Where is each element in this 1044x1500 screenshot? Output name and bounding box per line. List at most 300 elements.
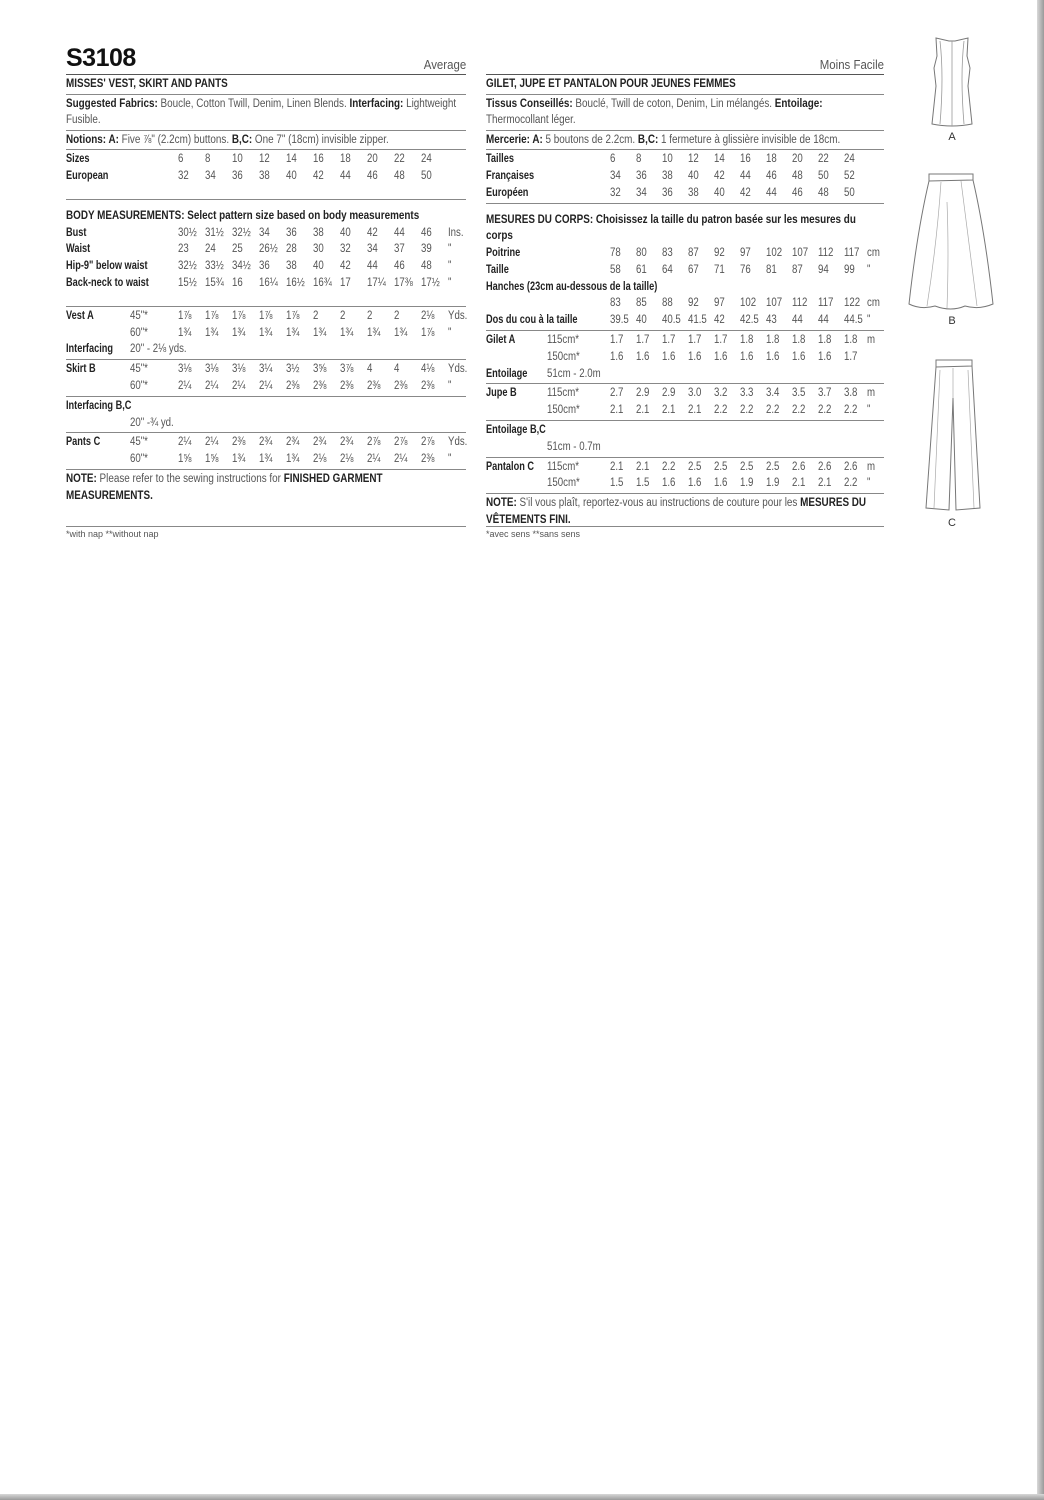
unit-label: Yds. xyxy=(448,363,468,376)
unit-label: " xyxy=(867,477,871,490)
cell-value: 1.6 xyxy=(688,350,702,363)
cell-value: 16¾ xyxy=(313,276,332,289)
cell-value: 1.6 xyxy=(688,477,702,490)
table-row xyxy=(486,332,884,349)
cell-value: 41.5 xyxy=(688,314,707,327)
cell-value: 85 xyxy=(636,297,647,310)
cell-value: 32 xyxy=(178,170,189,183)
cell-value: 1¾ xyxy=(313,326,327,339)
suggested-fabrics xyxy=(486,96,883,129)
cell-value: 2⅛ xyxy=(313,453,327,466)
cell-value: 2.1 xyxy=(818,477,832,490)
table-row xyxy=(486,349,884,366)
cell-value: 32 xyxy=(340,243,351,256)
text: One 7" (18cm) invisible zipper. xyxy=(254,133,389,146)
cell-value: 22 xyxy=(394,153,405,166)
cell-value: 2.1 xyxy=(662,404,676,417)
bold-text: B,C: xyxy=(637,133,662,146)
cell-value: 32½ xyxy=(232,226,251,239)
cell-value: 107 xyxy=(792,246,809,259)
row-label: Gilet A xyxy=(486,333,516,346)
table-row xyxy=(66,415,466,432)
cell-value: 2¼ xyxy=(205,379,219,392)
unit-label: cm xyxy=(867,246,880,259)
cell-value: 1.9 xyxy=(740,477,754,490)
cell-value: 1.9 xyxy=(766,477,780,490)
cell-value: 2¼ xyxy=(178,436,192,449)
cell-value: 92 xyxy=(714,246,725,259)
unit-label: cm xyxy=(867,297,880,310)
table-row xyxy=(66,361,466,378)
cell-value: 78 xyxy=(610,246,621,259)
notions xyxy=(66,132,465,149)
cell-value: 36 xyxy=(232,170,243,183)
cell-value: 1.8 xyxy=(844,333,858,346)
cell-value: 3⅛ xyxy=(205,363,219,376)
cell-value: 44 xyxy=(340,170,351,183)
cell-value: 16¼ xyxy=(259,276,278,289)
cell-value: 42 xyxy=(367,226,378,239)
cell-value: 71 xyxy=(714,263,725,276)
cell-value: 31½ xyxy=(205,226,224,239)
cell-value: 1¾ xyxy=(205,326,219,339)
page-edge-shadow xyxy=(1037,0,1044,1500)
cell-value: 50 xyxy=(421,170,432,183)
cell-value: 4⅛ xyxy=(421,363,435,376)
cell-value: 2¼ xyxy=(205,436,219,449)
table-row xyxy=(486,475,884,492)
cell-value: 2.5 xyxy=(714,460,728,473)
cell-value: 30½ xyxy=(178,226,197,239)
cell-value: 2.9 xyxy=(636,387,650,400)
cell-value: 4 xyxy=(394,363,400,376)
cell-value: 37 xyxy=(394,243,405,256)
cell-value: 38 xyxy=(286,260,297,273)
cell-value: 1.7 xyxy=(662,333,676,346)
cell-value: 2.7 xyxy=(610,387,624,400)
cell-value: 48 xyxy=(818,186,829,199)
cell-value: 17 xyxy=(340,276,351,289)
cell-value: 44 xyxy=(394,226,405,239)
section-heading: BODY MEASUREMENTS: Select pattern size based on body measurements xyxy=(66,209,420,222)
cell-value: 1.6 xyxy=(792,350,806,363)
pants-drawing-icon xyxy=(922,358,982,514)
cell-value: 46 xyxy=(421,226,432,239)
cell-value: 2⅞ xyxy=(367,436,381,449)
table-row xyxy=(486,151,884,168)
cell-value: 2⅛ xyxy=(340,453,354,466)
cell-value: 33½ xyxy=(205,260,224,273)
table-row xyxy=(66,225,466,242)
row-sublabel: 45"* xyxy=(130,309,148,322)
cell-value: 97 xyxy=(740,246,751,259)
cell-value: 112 xyxy=(818,246,834,259)
bold-text: Interfacing: xyxy=(349,97,407,110)
cell-value: 8 xyxy=(636,153,642,166)
cell-value: 40.5 xyxy=(662,314,681,327)
cell-value: 1.6 xyxy=(610,350,624,363)
pattern-title: GILET, JUPE ET PANTALON POUR JEUNES FEMMES xyxy=(486,78,736,90)
cell-value: 2.2 xyxy=(662,460,676,473)
text: Please refer to the sewing instructions for xyxy=(99,472,284,485)
row-label: European xyxy=(66,170,109,183)
row-label: Entoilage B,C xyxy=(486,423,546,436)
cell-value: 2¼ xyxy=(259,379,273,392)
cell-value: 2.2 xyxy=(818,404,832,417)
cell-value: 3.4 xyxy=(766,387,780,400)
cell-value: 2⅞ xyxy=(394,436,408,449)
cell-value: 28 xyxy=(286,243,297,256)
cell-value: 1¾ xyxy=(286,326,300,339)
cell-value: 2.2 xyxy=(844,477,858,490)
table-row xyxy=(66,325,466,342)
cell-value: 1¾ xyxy=(394,326,408,339)
cell-value: 34 xyxy=(205,170,216,183)
cell-value: 112 xyxy=(792,297,808,310)
row-sublabel: 150cm* xyxy=(547,477,580,490)
cell-value: 1.8 xyxy=(818,333,832,346)
cell-value: 44 xyxy=(740,170,751,183)
cell-value: 34 xyxy=(636,186,647,199)
table-row xyxy=(486,245,884,262)
cell-value: 1⅞ xyxy=(205,309,219,322)
footnote: *avec sens **sans sens xyxy=(486,526,884,539)
cell-value: 14 xyxy=(714,153,725,166)
cell-value: 1.6 xyxy=(818,350,832,363)
cell-value: 3⅛ xyxy=(232,363,246,376)
cell-value: 1.7 xyxy=(714,333,728,346)
cell-value: 2¾ xyxy=(340,436,354,449)
cell-value: 46 xyxy=(367,170,378,183)
unit-label: " xyxy=(867,263,871,276)
cell-value: 1.6 xyxy=(714,477,728,490)
cell-value: 3½ xyxy=(286,363,300,376)
cell-value: 2¼ xyxy=(178,379,192,392)
table-row xyxy=(486,185,884,202)
cell-value: 42 xyxy=(313,170,324,183)
cell-value: 50 xyxy=(844,186,855,199)
cell-value: 61 xyxy=(636,263,647,276)
cell-value: 18 xyxy=(766,153,777,166)
row-label: Françaises xyxy=(486,170,535,183)
measurement-tables xyxy=(66,150,466,470)
cell-value: 2.2 xyxy=(766,404,780,417)
row-sublabel: 150cm* xyxy=(547,350,580,363)
cell-value: 26½ xyxy=(259,243,278,256)
unit-label: m xyxy=(867,460,876,473)
cell-value: 1¾ xyxy=(232,326,246,339)
cell-value: 1.6 xyxy=(636,350,650,363)
cell-value: 2.2 xyxy=(740,404,754,417)
cell-value: 1.7 xyxy=(610,333,624,346)
cell-value: 22 xyxy=(818,153,829,166)
cell-value: 2¾ xyxy=(259,436,273,449)
row-label: Waist xyxy=(66,243,91,256)
cell-value: 16 xyxy=(740,153,751,166)
cell-value: 39.5 xyxy=(610,314,629,327)
view-label: B xyxy=(948,315,956,327)
row-sublabel: 51cm - 2.0m xyxy=(547,367,601,380)
cell-value: 2⅜ xyxy=(367,379,381,392)
row-sublabel: 60"* xyxy=(130,326,148,339)
cell-value: 12 xyxy=(688,153,699,166)
cell-value: 48 xyxy=(792,170,803,183)
cell-value: 3¼ xyxy=(259,363,273,376)
table-row xyxy=(486,459,884,476)
difficulty-level: Average xyxy=(423,57,466,72)
cell-value: 10 xyxy=(662,153,673,166)
cell-value: 102 xyxy=(766,246,783,259)
cell-value: 20 xyxy=(367,153,378,166)
view-label: A xyxy=(948,131,956,143)
cell-value: 16 xyxy=(232,276,243,289)
row-sublabel: 45"* xyxy=(130,436,148,449)
page-edge-shadow xyxy=(0,1494,1044,1500)
text: Bouclé, Twill de coton, Denim, Lin mélangés. xyxy=(575,97,775,110)
cell-value: 39 xyxy=(421,243,432,256)
table-row xyxy=(66,258,466,275)
cell-value: 40 xyxy=(688,170,699,183)
cell-value: 40 xyxy=(714,186,725,199)
text: 5 boutons de 2.2cm. xyxy=(545,133,638,146)
cell-value: 46 xyxy=(792,186,803,199)
cell-value: 2⅜ xyxy=(421,453,435,466)
cell-value: 6 xyxy=(178,153,184,166)
cell-value: 3.0 xyxy=(688,387,702,400)
cell-value: 2⅜ xyxy=(394,379,408,392)
cell-value: 34 xyxy=(367,243,378,256)
cell-value: 17¼ xyxy=(367,276,386,289)
cell-value: 1⅞ xyxy=(178,309,192,322)
cell-value: 2 xyxy=(367,309,373,322)
cell-value: 1⅞ xyxy=(286,309,300,322)
row-sublabel: 60"* xyxy=(130,453,148,466)
cell-value: 2⅜ xyxy=(232,436,246,449)
row-sublabel: 45"* xyxy=(130,363,148,376)
cell-value: 36 xyxy=(259,260,270,273)
pants-table xyxy=(486,458,884,495)
cell-value: 2.1 xyxy=(636,404,650,417)
cell-value: 1.5 xyxy=(636,477,650,490)
cell-value: 117 xyxy=(818,297,834,310)
unit-label: m xyxy=(867,333,876,346)
cell-value: 36 xyxy=(286,226,297,239)
cell-value: 44 xyxy=(766,186,777,199)
cell-value: 2⅛ xyxy=(421,309,435,322)
table-row xyxy=(486,366,884,383)
row-sublabel: 115cm* xyxy=(547,387,580,400)
cell-value: 2.9 xyxy=(662,387,676,400)
row-sublabel: 60"* xyxy=(130,379,148,392)
note xyxy=(486,495,883,528)
cell-value: 1⅝ xyxy=(178,453,192,466)
text: Lightweight Fusible. xyxy=(66,97,457,127)
table-row xyxy=(486,168,884,185)
row-sublabel: 20" -¾ yd. xyxy=(130,416,174,429)
table-row xyxy=(66,241,466,258)
cell-value: 32 xyxy=(610,186,621,199)
row-label: Jupe B xyxy=(486,387,517,400)
view-c-pants-illustration xyxy=(905,358,999,529)
row-sublabel: 150cm* xyxy=(547,404,580,417)
cell-value: 46 xyxy=(766,170,777,183)
skirt-table xyxy=(66,360,466,397)
cell-value: 15½ xyxy=(178,276,197,289)
text: 1 fermeture à glissière invisible de 18cm. xyxy=(661,133,841,146)
difficulty-level: Moins Facile xyxy=(819,57,884,72)
table-row xyxy=(66,151,466,168)
table-row xyxy=(66,341,466,358)
cell-value: 3.8 xyxy=(844,387,858,400)
cell-value: 2.2 xyxy=(792,404,806,417)
table-row xyxy=(66,434,466,451)
cell-value: 38 xyxy=(313,226,324,239)
cell-value: 3.5 xyxy=(792,387,806,400)
skirt-table xyxy=(486,384,884,421)
bold-text: Tissus Conseillés: xyxy=(486,97,576,110)
english-header xyxy=(66,44,466,75)
cell-value: 2⅜ xyxy=(313,379,327,392)
row-sublabel: 51cm - 0.7m xyxy=(547,440,601,453)
text: Thermocollant léger. xyxy=(486,114,576,127)
text: Five ⅞" (2.2cm) buttons. xyxy=(121,133,232,146)
unit-label: " xyxy=(448,326,452,339)
skirt-drawing-icon xyxy=(907,172,997,312)
row-label: Pants C xyxy=(66,436,101,449)
cell-value: 42 xyxy=(714,314,725,327)
text: Boucle, Cotton Twill, Denim, Linen Blends. xyxy=(160,97,350,110)
cell-value: 42 xyxy=(740,186,751,199)
unit-label: Yds. xyxy=(448,436,468,449)
bold-text: Notions: A: xyxy=(66,133,122,146)
view-label: C xyxy=(948,517,956,529)
cell-value: 25 xyxy=(232,243,243,256)
cell-value: 1.8 xyxy=(740,333,754,346)
table-row xyxy=(66,308,466,325)
cell-value: 8 xyxy=(205,153,211,166)
table-row xyxy=(66,398,466,415)
cell-value: 2⅜ xyxy=(421,379,435,392)
table-row xyxy=(486,279,884,296)
cell-value: 2.5 xyxy=(688,460,702,473)
cell-value: 87 xyxy=(792,263,803,276)
cell-value: 44.5 xyxy=(844,314,863,327)
row-label: Tailles xyxy=(486,153,514,166)
view-a-vest-illustration xyxy=(905,36,999,143)
cell-value: 48 xyxy=(421,260,432,273)
row-label: Taille xyxy=(486,263,509,276)
cell-value: 81 xyxy=(766,263,777,276)
cell-value: 38 xyxy=(662,170,673,183)
cell-value: 80 xyxy=(636,246,647,259)
row-label: Bust xyxy=(66,226,87,239)
cell-value: 42 xyxy=(714,170,725,183)
unit-label: " xyxy=(448,453,452,466)
cell-value: 23 xyxy=(178,243,189,256)
unit-label: " xyxy=(448,260,452,273)
cell-value: 40 xyxy=(636,314,647,327)
cell-value: 64 xyxy=(662,263,673,276)
cell-value: 16½ xyxy=(286,276,305,289)
table-row xyxy=(486,422,884,439)
cell-value: 2.6 xyxy=(792,460,806,473)
cell-value: 2 xyxy=(394,309,400,322)
table-row xyxy=(66,168,466,185)
cell-value: 2⅞ xyxy=(421,436,435,449)
row-label: Interfacing B,C xyxy=(66,399,132,412)
row-sublabel: 20" - 2⅛ yds. xyxy=(130,343,187,356)
cell-value: 2.1 xyxy=(688,404,702,417)
cell-value: 1.7 xyxy=(844,350,858,363)
pattern-code: S3108 xyxy=(66,44,136,72)
cell-value: 83 xyxy=(610,297,621,310)
cell-value: 24 xyxy=(421,153,432,166)
cell-value: 3.3 xyxy=(740,387,754,400)
view-b-skirt-illustration xyxy=(905,172,999,327)
cell-value: 30 xyxy=(313,243,324,256)
unit-label: " xyxy=(448,243,452,256)
cell-value: 6 xyxy=(610,153,616,166)
cell-value: 34½ xyxy=(232,260,251,273)
cell-value: 2.5 xyxy=(766,460,780,473)
cell-value: 2⅜ xyxy=(286,379,300,392)
cell-value: 122 xyxy=(844,297,861,310)
row-label: Européen xyxy=(486,186,529,199)
cell-value: 58 xyxy=(610,263,621,276)
cell-value: 43 xyxy=(766,314,777,327)
row-label: Poitrine xyxy=(486,246,521,259)
cell-value: 2.5 xyxy=(740,460,754,473)
table-row xyxy=(486,312,884,329)
cell-value: 42.5 xyxy=(740,314,759,327)
cell-value: 2.6 xyxy=(818,460,832,473)
table-row xyxy=(486,262,884,279)
row-label: Vest A xyxy=(66,309,94,322)
cell-value: 94 xyxy=(818,263,829,276)
row-label: Dos du cou à la taille xyxy=(486,314,578,327)
cell-value: 36 xyxy=(662,186,673,199)
cell-value: 20 xyxy=(792,153,803,166)
bold-text: Mercerie: A: xyxy=(486,133,546,146)
cell-value: 3.7 xyxy=(818,387,832,400)
cell-value: 2 xyxy=(340,309,346,322)
sizes-table xyxy=(66,150,466,200)
section-heading: MESURES DU CORPS: Choisissez la taille du patron basée sur les mesures du corps xyxy=(486,213,856,243)
cell-value: 42 xyxy=(340,260,351,273)
footnote: *with nap **without nap xyxy=(66,526,466,539)
cell-value: 102 xyxy=(740,297,757,310)
bold-text: NOTE: xyxy=(66,472,100,485)
french-column xyxy=(486,44,884,539)
cell-value: 1.6 xyxy=(740,350,754,363)
cell-value: 52 xyxy=(844,170,855,183)
pants-table xyxy=(66,433,466,470)
bold-text: Entoilage: xyxy=(774,97,823,110)
measurement-tables xyxy=(486,150,884,494)
cell-value: 24 xyxy=(205,243,216,256)
row-label: Hip-9" below waist xyxy=(66,260,148,273)
row-sublabel: 115cm* xyxy=(547,460,580,473)
row-label: Pantalon C xyxy=(486,460,535,473)
row-label: Sizes xyxy=(66,153,90,166)
cell-value: 15¾ xyxy=(205,276,224,289)
cell-value: 76 xyxy=(740,263,751,276)
cell-value: 32½ xyxy=(178,260,197,273)
cell-value: 18 xyxy=(340,153,351,166)
french-header xyxy=(486,44,884,75)
bold-text: MESURES DU VÊTEMENTS FINI. xyxy=(486,497,867,526)
note xyxy=(66,471,465,504)
